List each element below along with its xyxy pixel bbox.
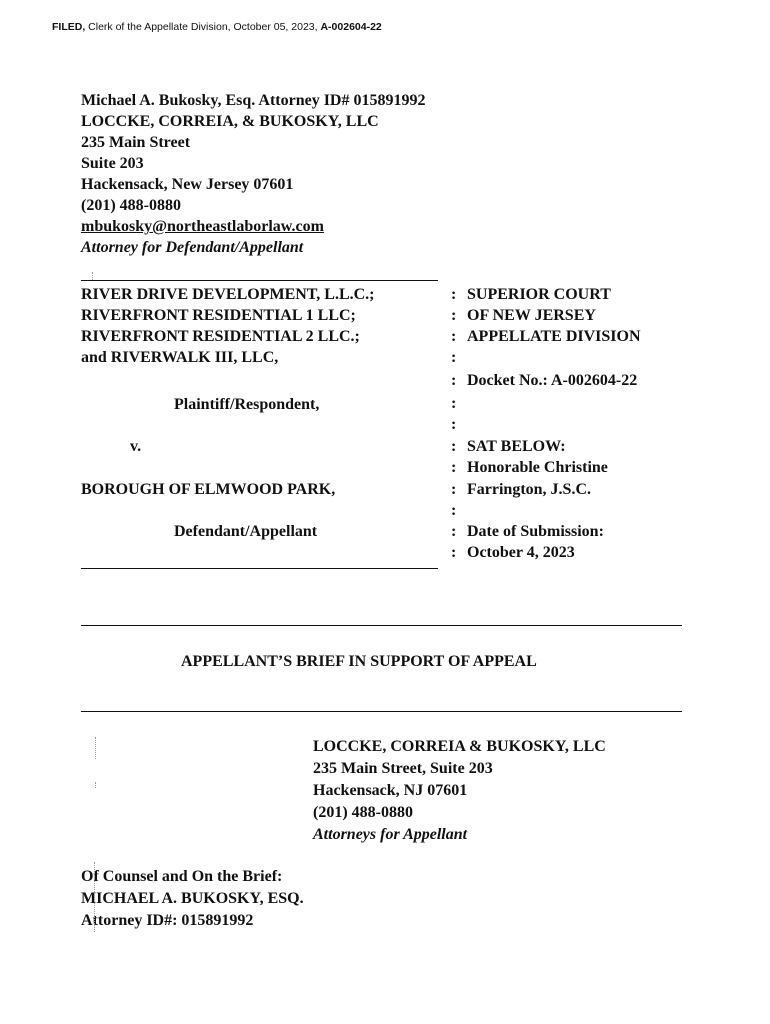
colon: : [451, 286, 457, 303]
colon: : [451, 395, 457, 412]
firm-role: Attorneys for Appellant [313, 826, 468, 843]
court-line-3: APPELLATE DIVISION [467, 328, 641, 345]
defendant: BOROUGH OF ELMWOOD PARK, [81, 481, 336, 498]
colon: : [451, 328, 457, 345]
firm-phone: (201) 488-0880 [313, 804, 413, 821]
firm-street: 235 Main Street, Suite 203 [313, 760, 493, 777]
plaintiff-role: Plaintiff/Respondent, [174, 396, 320, 413]
filed-stamp [52, 21, 382, 33]
submission-date: October 4, 2023 [467, 544, 575, 561]
plaintiff-1: RIVER DRIVE DEVELOPMENT, L.L.C.; [81, 286, 375, 303]
colon: : [451, 544, 457, 561]
city-line: Hackensack, New Jersey 07601 [81, 176, 294, 193]
docket-number: Docket No.: A-002604-22 [467, 372, 638, 389]
suite-line: Suite 203 [81, 155, 144, 172]
judge-line-1: Honorable Christine [467, 459, 608, 476]
caption-top-rule [81, 280, 438, 281]
judge-line-2: Farrington, J.S.C. [467, 481, 591, 498]
colon: : [451, 502, 457, 519]
firm-city: Hackensack, NJ 07601 [313, 782, 468, 799]
attorney-name-line: Michael A. Bukosky, Esq. Attorney ID# 015891992 [81, 92, 426, 109]
colon: : [451, 349, 457, 366]
scan-mark [95, 737, 96, 759]
colon: : [451, 523, 457, 540]
title-top-rule [81, 625, 682, 626]
attorney-role-line: Attorney for Defendant/Appellant [81, 239, 304, 256]
colon: : [451, 416, 457, 433]
scan-mark [95, 782, 96, 788]
plaintiff-3: RIVERFRONT RESIDENTIAL 2 LLC.; [81, 328, 360, 345]
defendant-role: Defendant/Appellant [174, 523, 318, 540]
phone-line: (201) 488-0880 [81, 197, 181, 214]
versus: v. [130, 438, 142, 455]
filed-prefix: FILED, [52, 21, 86, 33]
court-line-2: OF NEW JERSEY [467, 307, 596, 324]
counsel-id: Attorney ID#: 015891992 [81, 912, 254, 929]
firm-name-line: LOCCKE, CORREIA, & BUKOSKY, LLC [81, 113, 379, 130]
street-line: 235 Main Street [81, 134, 191, 151]
caption-bottom-rule [81, 568, 438, 569]
colon: : [451, 459, 457, 476]
firm-name: LOCCKE, CORREIA & BUKOSKY, LLC [313, 738, 606, 755]
filed-text: Clerk of the Appellate Division, October 05, 2023, [85, 21, 321, 33]
colon: : [451, 481, 457, 498]
sat-below-label: SAT BELOW: [467, 438, 566, 455]
colon: : [451, 438, 457, 455]
filed-docket: A-002604-22 [320, 21, 382, 33]
email-link[interactable]: mbukosky@northeastlaborlaw.com [81, 218, 324, 235]
court-line-1: SUPERIOR COURT [467, 286, 611, 303]
counsel-name: MICHAEL A. BUKOSKY, ESQ. [81, 890, 304, 907]
scan-mark [92, 272, 93, 280]
colon: : [451, 307, 457, 324]
plaintiff-4: and RIVERWALK III, LLC, [81, 349, 279, 366]
scan-mark [94, 862, 95, 932]
title-bottom-rule [81, 711, 682, 712]
plaintiff-2: RIVERFRONT RESIDENTIAL 1 LLC; [81, 307, 356, 324]
counsel-label: Of Counsel and On the Brief: [81, 868, 283, 885]
submission-label: Date of Submission: [467, 523, 604, 540]
colon: : [451, 372, 457, 389]
brief-title: APPELLANT’S BRIEF IN SUPPORT OF APPEAL [181, 653, 537, 670]
